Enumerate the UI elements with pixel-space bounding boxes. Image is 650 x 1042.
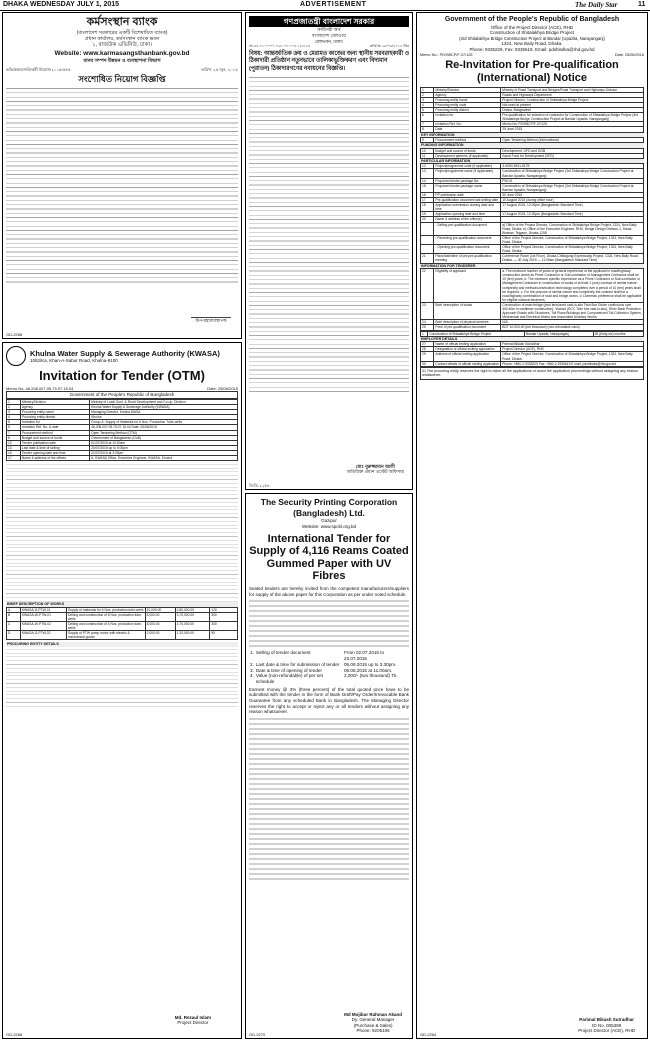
notice-heading: সংশোধিত নিয়োগ বিজ্ঞপ্তি xyxy=(78,73,166,84)
railway-date: তারিখঃ ২৮/০৬/২০১৫ খ্রিঃ xyxy=(369,44,409,49)
rhd-table xyxy=(420,87,644,133)
rhd-signature: Parimal Bikash Sutradhar ID No. 005398 Project Director (ACE), RHD xyxy=(578,1017,635,1034)
table-cell: Name & address of the office(s) xyxy=(434,217,501,222)
table-cell: Pre-qualification document last selling date xyxy=(434,198,501,203)
kwasa-signature: Md. Rezaul Islam Project Director xyxy=(174,1014,211,1026)
rhd-title: Re-Invitation for Pre-qualification (International) Notice xyxy=(445,59,619,84)
bank-office: প্রধান কার্যালয়, কর্মসংস্থান ব্যাংক ভবন xyxy=(84,36,160,42)
table-row xyxy=(7,631,238,640)
schedule-cell: 06.08.2015 at 11.00am. xyxy=(344,667,393,673)
table-cell: 2,000.00 xyxy=(145,631,175,640)
table-cell: 19 xyxy=(421,212,434,217)
table-cell: Contact details of official inviting application xyxy=(435,361,499,366)
table-cell: 21/07/2015 at 3:30pm xyxy=(90,450,238,455)
table-cell: 13 xyxy=(421,169,434,178)
table-cell: 15 xyxy=(7,450,21,455)
table-row xyxy=(421,183,644,192)
ad-code: জিডি-২২৫৮ xyxy=(249,483,270,488)
table-cell: 10 August 2015 (during office hour) xyxy=(501,198,644,203)
rhd-fund-heading: FUNDING INFORMATION xyxy=(420,143,644,147)
table-row xyxy=(421,203,644,212)
table-cell: Supply of PTW pump motor with electric & mechanical goods xyxy=(67,631,146,640)
table-cell: Parimal Bikash Sutradhar xyxy=(501,342,644,347)
table-cell: Proposed tender package name xyxy=(434,183,501,192)
table-cell: Memo No. PD/SBCP/F-37/125 xyxy=(501,122,644,127)
table-cell: Office of the Project Director, Construction of Shitalakhya Bridge Project, 1324, New Baily Road, Dhaka. xyxy=(501,235,644,244)
table-cell: Open Tendering Method (International) xyxy=(501,137,644,142)
table-cell: Drilling and construction of 4 Nos. production tube-wells xyxy=(67,622,146,631)
table-cell: KWASA-G-PTW-02 xyxy=(20,631,66,640)
table-cell: 4 xyxy=(7,415,21,420)
kwasa-eligibility-text xyxy=(6,462,238,602)
table-cell: Dhaka, Bangladesh xyxy=(501,107,644,112)
table-cell: a. The minimum number of years of general experience of the applicant in road/highway construction works as Prime Contractor or Sub-contractor or Management Contractor shall be 10 (ten) years. b. The minimum specific experience as a Prime Contractor or Sub-contractor or Management Contractor in construction of works of at least 1 (one) contract of similar nature, complexity and method/construction technology completed over a period of 10 (ten) years shall be required. c. For the purpose of similar nature and complexity the contract shall be a road/highway combination of road and bridge works. d. Domestic preference shall be applicable for eligible national tenderers. xyxy=(502,269,642,302)
table-cell: Pre-qualification for selection of contractor for Construction of Shitalakhya Bridge Project (3rd Shitalakhya Bridge Construction Project at Bandar Upazila, Narayanganj) xyxy=(501,113,644,122)
table-cell: Ministry/Division xyxy=(434,87,501,92)
table-cell: Construction of Shitalakhya Bridge Project (3rd Shitalakhya Bridge Construction Project at Bandar Upazila, Narayanganj) xyxy=(501,183,644,192)
kwasa-logo xyxy=(6,346,26,366)
schedule-cell: 2. xyxy=(250,661,254,667)
table-cell: 3-5050-5941-5175 xyxy=(501,164,644,169)
schedule-cell: Selling of tender document xyxy=(255,650,311,656)
table-cell: Designation of official inviting application xyxy=(434,347,501,352)
table-cell: Date xyxy=(434,127,501,132)
kwasa-org: Khulna Water Supply & Sewerage Authority (KWASA) xyxy=(30,348,220,358)
table-cell: 29 xyxy=(421,352,434,361)
table-cell: Office of the Project Director, Construction of Shitalakhya Bridge Project, 1324, New Baily Road, Dhaka. xyxy=(501,352,644,361)
rhd-gov: Government of the People's Republic of Bangladesh xyxy=(444,16,620,23)
table-cell: 16 xyxy=(421,192,434,197)
table-cell: N/A xyxy=(501,320,644,325)
table-row xyxy=(421,87,644,92)
table-cell: 5 xyxy=(421,107,434,112)
table-cell: a) Office of the Project Director, Construction of Shitalakhya Bridge Project, 1324, New Baily Road, Dhaka. b) Office of the Executive Engineer, RHD, Bridge Design Division-1, Sarak Bhaban, Tejgaon, Dhaka-1208 xyxy=(501,222,644,235)
table-row xyxy=(421,127,644,132)
spc-website[interactable]: Website: www.spcbl.org.bd xyxy=(302,523,356,529)
table-cell xyxy=(421,235,434,244)
schedule-cell: 05.08.2015 up to 3.30pm. xyxy=(344,661,397,667)
table-cell: C xyxy=(7,622,21,631)
table-cell: 23 xyxy=(421,302,434,319)
schedule-cell: Date & time of opening of tender xyxy=(255,667,322,673)
spc-body-lines xyxy=(249,716,409,881)
bank-website[interactable]: Website: www.karmasangsthanbank.gov.bd xyxy=(54,50,190,58)
table-cell: Price of pre-qualification document xyxy=(434,325,501,330)
table-cell: Agency xyxy=(434,92,501,97)
table-cell: 7 xyxy=(7,430,21,435)
lot-cell: 36 (thirty-six) months xyxy=(593,331,643,336)
railway-subject: বিষয়: আন্তর্জাতিক ক্রয় ও মেরামত কাজের জন্য স্থানীয় সরবরাহকারী ও ঠিকাদারী প্রতিষ্ঠান নতুনভাবে তালিকাভুক্তিকরণ এবং বিদ্যমান (পুরাতন) ঠিকাদারগণের নবায়নের বিজ্ঞপ্তি। xyxy=(249,50,409,72)
bank-name: কর্মসংস্থান ব্যাংক xyxy=(86,16,158,28)
table-row xyxy=(421,352,644,361)
table-cell: A xyxy=(7,607,21,612)
table-cell: 11 xyxy=(421,153,434,158)
table-cell: 25 June 2015 xyxy=(501,127,644,132)
kwasa-entity-heading: PROCURING ENTITY DETAILS xyxy=(6,642,238,646)
table-cell xyxy=(421,245,434,254)
table-cell: 7 xyxy=(421,122,434,127)
rhd-particular-table xyxy=(420,163,644,263)
table-cell: PW-01 xyxy=(501,178,644,183)
table-row xyxy=(421,245,644,254)
rhd-address: 1324, New Baily Road, Dhaka. xyxy=(501,41,563,47)
lot-cell: Construction of Shitalakhya Bridge Project xyxy=(428,331,525,336)
table-cell: Brief description of works xyxy=(434,302,501,319)
spc-intro-lines xyxy=(249,598,409,648)
ad-kwasa-tender xyxy=(2,342,242,1039)
table-cell: Office of the Project Director, Construction of Shitalakhya Bridge Project, 1324, New Baily Road, Dhaka. xyxy=(501,245,644,254)
table-cell: 3,70,000.00 xyxy=(175,622,210,631)
kwasa-table xyxy=(6,399,238,461)
rhd-project2: (3rd Shitalakhya Bridge Construction Project at Bandar (Upazila, Narayanganj) xyxy=(459,36,605,41)
table-cell: 28 xyxy=(421,347,434,352)
table-row xyxy=(421,137,644,142)
table-cell: Procurement method xyxy=(434,137,501,142)
table-row xyxy=(421,361,644,366)
table-cell: Project/programme code (if applicable) xyxy=(434,164,501,169)
kwasa-work-heading: BRIEF DESCRIPTION OF WORKS xyxy=(6,602,238,606)
table-row xyxy=(7,456,238,461)
table-cell: Name & address of the offices xyxy=(20,456,89,461)
kwasa-memo: Memo No. 46.208.007.05.75.07.15.04 xyxy=(6,386,74,392)
table-cell: 15 xyxy=(421,183,434,192)
bank-date: তারিখ: ২৫ জুন, ২০১৫ xyxy=(200,66,238,72)
kwasa-address: 1062/Ka, Khan-A-Sabur Road, Khulna-9100 xyxy=(30,357,118,363)
schedule-cell: From 02.07.2015 to 23.07.2015 xyxy=(344,650,385,662)
table-cell: Project/programme name (if applicable) xyxy=(434,169,501,178)
railway-sub1: কারিগরী অর্থ xyxy=(317,27,341,33)
lot-cell: Bandar Upazila, Narayanganj xyxy=(524,331,593,336)
schedule-cell: Value (non-refundable) of per set schedule xyxy=(255,673,323,684)
schedule-row xyxy=(249,673,409,684)
table-cell: KWASA-G-PTW-01 xyxy=(20,607,66,612)
lot-row xyxy=(421,331,644,336)
rhd-tenderer-heading: INFORMATION FOR TENDERER xyxy=(420,264,644,268)
table-cell: 1 xyxy=(421,87,434,92)
table-cell: PP publication date xyxy=(434,192,501,197)
rhd-project: Construction of Shitalakhya Bridge Project xyxy=(489,30,575,36)
table-cell: Procuring entity district xyxy=(20,415,89,420)
table-cell: 22 xyxy=(421,269,434,303)
table-row xyxy=(421,269,644,303)
table-cell: Ministry of Road Transport and Bridges/Road Transport and Highways Division xyxy=(501,87,644,92)
table-cell: 20/07/2015 up to 5:00pm xyxy=(90,445,238,450)
rhd-employer-table xyxy=(420,341,644,367)
schedule-cell: 2,000/- (two thousand) Tk. xyxy=(344,673,398,679)
table-cell: 01/07/2015 at 10:00am xyxy=(90,440,238,445)
bank-ref: কবি/প্রকা/মাসউ/কর্মী নিয়োগ/২০১৫/৫৫৫ xyxy=(6,66,71,72)
railway-body-lines xyxy=(249,75,409,395)
table-cell: 300 xyxy=(210,622,238,631)
table-cell: 30 xyxy=(421,361,434,366)
table-cell: 12 xyxy=(7,440,21,445)
table-cell: 21 xyxy=(421,254,434,263)
table-cell: Project Director, Construction of Shitalakhya Bridge Project xyxy=(501,97,644,102)
table-cell: 3 xyxy=(421,97,434,102)
table-row xyxy=(421,113,644,122)
table-cell: Tender opening date and time xyxy=(20,450,89,455)
table-cell: Procuring entity district xyxy=(434,107,501,112)
table-cell: Saudi Fund for Development (SFD) xyxy=(501,153,644,158)
ad-code: GD-2268 xyxy=(6,332,23,337)
spc-schedule xyxy=(249,650,409,684)
table-cell: 8,000.00 xyxy=(145,622,175,631)
table-cell: Managing Director, Khulna WASA xyxy=(90,410,238,415)
table-cell: Tender publication date xyxy=(20,440,89,445)
table-cell: 13 xyxy=(7,445,21,450)
rhd-memo: Memo No.: PD/SBCP/F-37/125 xyxy=(420,52,473,57)
table-cell: 4 xyxy=(421,102,434,107)
ad-code: GD-2270 xyxy=(249,1032,266,1037)
table-cell: 1 xyxy=(7,399,21,404)
table-cell: 20 xyxy=(421,217,434,222)
table-cell: Not used at present xyxy=(501,102,644,107)
rhd-office: Office of the Project Director (ACE), RHD xyxy=(490,24,574,30)
table-cell: 8 xyxy=(7,435,21,440)
table-cell: 27 xyxy=(421,342,434,347)
table-cell: Ministry of Local Govt. & Rural Development and Co-op. Division xyxy=(90,399,238,404)
kwasa-date: Date: 25/06/2015 xyxy=(207,386,238,392)
schedule-cell: 1. xyxy=(250,650,254,656)
table-cell: Eligibility of applicant xyxy=(434,269,501,303)
table-cell: Development, GFD and GOB xyxy=(501,148,644,153)
table-cell: Conference Room (1st Floor), Dhaka-Chittagong Expressway Project, 1324, New Baily Road, Dhaka. — 30 July 2015 — 11:00am (Bangladesh Standard Time) xyxy=(501,254,644,263)
ad-code: GD-2264 xyxy=(420,1032,437,1037)
table-cell: Invitation for xyxy=(20,420,89,425)
table-cell: 9 xyxy=(421,137,434,142)
table-row xyxy=(421,302,644,319)
kwasa-entity-text xyxy=(6,647,238,707)
table-cell: Construction of Shitalakhya Bridge Project (3rd Shitalakhya Bridge Construction Project at Bandar Upazila, Narayanganj) xyxy=(501,169,644,178)
spc-body: Earnest money @ 3% (three percent) of the total quoted price have to be submitted with the tender in the form of Bank Draft/Pay Order/Irrevocable Bank Guarantee from any scheduled Bank in Bangladesh. The Managing Director reserves the right to accept or reject any or all tenders without assigning any reason whatsoever. xyxy=(249,686,409,715)
table-cell: Invitation for xyxy=(434,113,501,122)
table-cell: 14 xyxy=(421,178,434,183)
header-date: DHAKA WEDNESDAY JULY 1, 2015 xyxy=(3,1,120,8)
railway-sub2: বাংলাদেশ রেলওয়ে xyxy=(312,33,346,38)
table-row xyxy=(421,235,644,244)
table-cell: Ministry/Division xyxy=(20,399,89,404)
table-cell: Invitation Ref. No. xyxy=(434,122,501,127)
table-cell: Drilling and construction of 6 Nos. production tube-wells xyxy=(67,612,146,621)
table-cell: Open Tendering Method (OTM) xyxy=(90,430,238,435)
rhd-date: Date: 25/06/2015 xyxy=(614,52,644,57)
table-cell: Brief description of physical services xyxy=(434,320,501,325)
table-cell: 17 xyxy=(7,456,21,461)
bank-signature: উপ-মহাব্যবস্থাপক xyxy=(191,311,231,324)
table-cell: 90 xyxy=(210,631,238,640)
table-cell: 17 August 2015, 12.30pm (Bangladesh Standard Time) xyxy=(501,212,644,217)
table-cell: 8,000.00 xyxy=(145,612,175,621)
table-cell: 2 xyxy=(421,92,434,97)
table-cell: 10,000.00 xyxy=(145,607,175,612)
schedule-row xyxy=(249,662,409,668)
rhd-particular-heading: PARTICULAR INFORMATION xyxy=(420,159,644,163)
table-cell xyxy=(421,222,434,235)
ad-karmasangsthan-bank xyxy=(2,12,242,339)
table-cell: B xyxy=(7,612,21,621)
table-cell: 5 xyxy=(7,420,21,425)
railway-ref: নং-৫৪.০১.০০০০.০২৮.০৭.০০৫.১৫-৮২৪ xyxy=(249,44,311,49)
table-row xyxy=(421,153,644,158)
table-cell: Khulna xyxy=(90,415,238,420)
table-cell: 25 xyxy=(421,325,434,330)
table-cell: 6 xyxy=(7,425,21,430)
table-cell: 30 June 2015 xyxy=(501,192,644,197)
table-cell: Place/date/time of pre-pre-qualification meeting xyxy=(434,254,501,263)
railway-gov: গণপ্রজাতন্ত্রী বাংলাদেশ সরকার xyxy=(249,16,409,27)
table-cell: 17 xyxy=(421,198,434,203)
bank-subtitle: (বাংলাদেশ সরকারের একটি বিশেষায়িত ব্যাংক) xyxy=(76,29,168,36)
schedule-cell: 4. xyxy=(250,673,254,679)
table-cell: A. KWASA Office, Executive Engineer, KWASA, Khulna xyxy=(90,456,238,461)
railway-signature: মোঃ নুরুজ্জামান আলী অতিরিক্ত প্রধান এস্টেট অফিসার xyxy=(346,463,404,475)
ad-security-printing xyxy=(245,493,413,1039)
spc-intro: Sealed tenders are hereby invited from the competent manufacturers/suppliers for supply of the above paper for this Corporation as per under noted schedule. xyxy=(249,586,409,597)
rhd-note: 31 The procuring entity reserves the right to reject all the applications or annul the application proceedings without assigning any reason whatsoever. xyxy=(420,367,644,380)
schedule-cell: 3. xyxy=(250,667,254,673)
rhd-employer-heading: EMPLOYER DETAILS xyxy=(420,337,644,341)
table-cell: KWASA-W-PTW-01 xyxy=(20,612,66,621)
table-cell: Agency xyxy=(20,404,89,409)
rhd-contact: Phone: 9335229, Fax: 9335619, Email: pdshitolka@rhd.gov.bd xyxy=(469,46,595,52)
table-row xyxy=(421,169,644,178)
rhd-fund-table xyxy=(420,148,644,159)
table-cell: 18 xyxy=(421,203,434,212)
schedule-row xyxy=(249,650,409,661)
table-row xyxy=(7,622,238,631)
table-cell: 3,70,000.00 xyxy=(175,612,210,621)
table-row xyxy=(421,254,644,263)
table-cell: Roads and Highways Department xyxy=(501,92,644,97)
table-cell: 8 xyxy=(421,127,434,132)
table-cell: Name of official inviting application xyxy=(434,342,501,347)
table-cell: Application opening date and time xyxy=(434,212,501,217)
table-cell: 2 xyxy=(7,404,21,409)
rhd-tenderer-table xyxy=(420,268,644,331)
table-cell: Project Director (ACE), RHD xyxy=(501,347,644,352)
spc-org: The Security Printing Corporation (Bangladesh) Ltd. xyxy=(260,497,398,518)
table-cell: 3 xyxy=(7,410,21,415)
table-cell: 12 xyxy=(421,164,434,169)
table-cell: KWASA-W-PTW-02 xyxy=(20,622,66,631)
table-cell: Budget and source of funds xyxy=(434,148,501,153)
table-cell: Invitation Ref. No. & date xyxy=(20,425,89,430)
rhd-key-heading: KEY INFORMATION xyxy=(420,133,644,137)
table-cell: 46.208.007.05.75.07.15.04 Date: 25/06/2015 xyxy=(90,425,238,430)
header-masthead: The Daily Star xyxy=(575,1,618,9)
table-cell: 24 xyxy=(421,320,434,325)
table-cell: 120 xyxy=(210,607,238,612)
kwasa-gov: Government of the People's Republic of Bangladesh xyxy=(6,391,238,399)
table-cell: 10 xyxy=(421,148,434,153)
spc-signature: Md Mojibur Rahman Akand Dy. General Manager (Purchase & Sales) Phone: 9205106 xyxy=(344,1011,402,1034)
table-cell: - Selling pre-qualification document xyxy=(434,222,501,235)
table-row xyxy=(421,222,644,235)
notice-body-lines xyxy=(6,86,238,286)
header-section: ADVERTISEMENT xyxy=(300,1,367,8)
table-cell: Last date & time of selling xyxy=(20,445,89,450)
table-cell: Government of Bangladesh (GoB) xyxy=(90,435,238,440)
table-cell: 300 xyxy=(210,612,238,621)
table-row xyxy=(7,612,238,621)
table-cell: Procuring entity name xyxy=(20,410,89,415)
table-cell: Supply of materials for 6 Nos. production tube-wells xyxy=(68,607,144,612)
ad-code: GD-2266 xyxy=(6,1032,23,1037)
page-header xyxy=(0,0,650,11)
table-cell: 6 xyxy=(421,113,434,122)
table-cell: 1,20,000.00 xyxy=(175,631,210,640)
table-cell: Khulna Water Supply & Sewerage Authority (KWASA) xyxy=(90,404,238,409)
kwasa-lots-table xyxy=(6,607,238,641)
table-cell: 17 August 2015, 12.00pm (Bangladesh Standard Time) xyxy=(501,203,644,212)
table-cell: - Receiving pre-qualification document xyxy=(434,235,501,244)
table-cell: Budget and source of funds xyxy=(20,435,89,440)
table-cell: BDT 10,000.00 (ten thousand) (non-refundable cash) xyxy=(501,325,644,330)
bank-address: ১, রাজউক এভিনিউ, ঢাকা। xyxy=(92,42,152,49)
table-cell: Application submission closing date and time xyxy=(434,203,501,212)
railway-sub3: রেলভবন, ঢাকা। xyxy=(314,38,344,44)
table-cell: D xyxy=(7,631,21,640)
table-cell: Group-A: Supply of Materials for 6 Nos. Production Tube-wells xyxy=(90,420,238,425)
kwasa-title: Invitation for Tender (OTM) xyxy=(39,368,205,383)
table-cell: Procuring entity code xyxy=(434,102,501,107)
table-cell: Procurement method xyxy=(20,430,89,435)
table-cell: Proposed tender package No. xyxy=(434,178,501,183)
table-cell: Phone: +880-2-9335229 Fax: +880-2-9335619 E-mail: pdshitolka@rhd.gov.bd xyxy=(501,361,644,366)
table-cell: Address of official inviting application xyxy=(434,352,501,361)
header-page-number: 11 xyxy=(638,1,646,8)
table-cell: Procuring entity name xyxy=(434,97,501,102)
spc-place: Gazipur xyxy=(321,518,337,524)
table-row xyxy=(421,325,644,330)
bank-department: মানব সম্পদ উন্নয়ন ও ব্যবস্থাপনা বিভাগ xyxy=(83,58,161,65)
ad-bangladesh-railway xyxy=(245,12,413,490)
table-cell: 2,80,000.00 xyxy=(175,607,210,612)
ad-rhd-prequalification xyxy=(416,12,648,1039)
schedule-cell: Last date & time for submission of tender xyxy=(255,661,340,667)
table-cell: - Opening pre-qualification document xyxy=(434,245,501,254)
table-cell: Development partners (if applicable) xyxy=(434,153,501,158)
spc-title: International Tender for Supply of 4,116 Reams Coated Gummed Paper with UV Fibres xyxy=(249,532,409,583)
table-cell: Construction of main bridge (post tensioned cast-in-situ Twin Box Girder continuous over 400.60m in cantilever construction), Viaduct (RCC Twin box cast-in-situ), River Bank Protection Approach Roads with Structures, Toll Plaza Buildings and Computerized Toll Collection System, Mechanical and Electrical Works and Associated Ancillary Works. xyxy=(502,302,642,320)
lot-cell: 1 xyxy=(421,331,428,336)
